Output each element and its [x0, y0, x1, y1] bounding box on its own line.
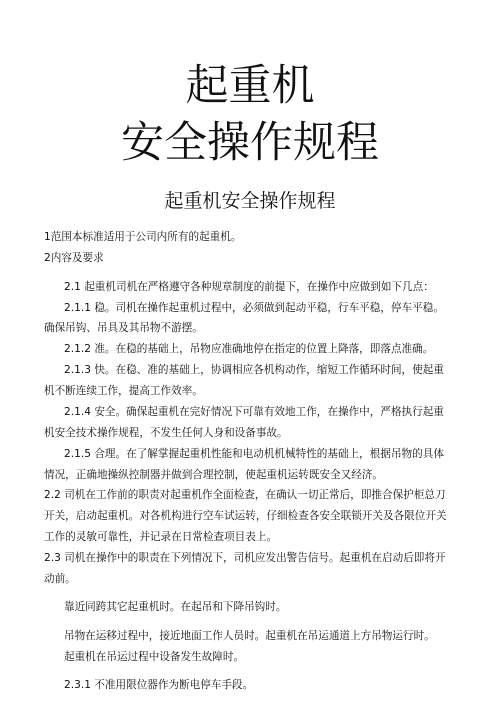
- paragraph-warning-3: 起重机在吊运过程中设备发生故障时。: [64, 651, 245, 663]
- paragraph-2-2-line-3: 工作的灵敏可靠性，并记录在日常检查项目表上。: [44, 531, 278, 543]
- paragraph-2-1-5-line-2: 情况，正确地操纵控制器并做到合理控制，使起重机运转既安全又经济。: [44, 469, 383, 481]
- paragraph-2-1-1-line-2: 确保吊钩、吊具及其吊物不游摆。: [44, 322, 203, 334]
- paragraph-2-1-1-line-1: 2.1.1 稳。司机在操作起重机过程中，必须做到起动平稳，行车平稳，停车平稳。: [64, 302, 444, 314]
- paragraph-2-3-1: 2.3.1 不准用限位器作为断电停车手段。: [64, 679, 254, 691]
- cover-title-line-2: 安全操作规程: [121, 118, 379, 168]
- cover-title-line-1: 起重机: [185, 61, 315, 111]
- paragraph-scope: 1范围本标准适用于公司内所有的起重机。: [44, 231, 242, 243]
- paragraph-2-3-line-1: 2.3 司机在操作中的职责在下列情况下，司机应发出警告信号。起重机在启动后即将开: [44, 552, 446, 564]
- paragraph-2-1: 2.1 起重机司机在严格遵守各种规章制度的前提下，在操作中应做到如下几点：: [64, 281, 434, 293]
- paragraph-2-1-2: 2.1.2 准。在稳的基础上，吊物应准确地停在指定的位置上降落，即落点准确。: [64, 343, 434, 355]
- paragraph-warning-2: 吊物在运移过程中，接近地面工作人员时。起重机在吊运通道上方吊物运行时。: [64, 630, 435, 642]
- paragraph-warning-1: 靠近同跨其它起重机时。在起吊和下降吊钩时。: [64, 601, 287, 613]
- paragraph-2-3-line-2: 动前。: [44, 573, 76, 585]
- paragraph-2-1-5-line-1: 2.1.5 合理。在了解掌握起重机性能和电动机机械特性的基础上，根据吊物的具体: [64, 448, 444, 460]
- paragraph-2-2-line-2: 开关，启动起重机。对各机构进行空车试运转，仔细检查各安全联锁开关及各限位开关: [44, 510, 447, 522]
- paragraph-2-2-line-1: 2.2 司机在工作前的职责对起重机作全面检查，在确认一切正常后，即推合保护柜总刀: [44, 489, 446, 501]
- paragraph-2-1-4-line-1: 2.1.4 安全。确保起重机在完好情况下可靠有效地工作，在操作中，严格执行起重: [64, 406, 444, 418]
- paragraph-2-1-3-line-1: 2.1.3 快。在稳、准的基础上，协调相应各机构动作，缩短工作循环时间，使起重: [64, 364, 444, 376]
- paragraph-content-heading: 2内容及要求: [44, 252, 104, 264]
- paragraph-2-1-3-line-2: 机不断连续工作，提高工作效率。: [44, 385, 203, 397]
- paragraph-2-1-4-line-2: 机安全技术操作规程，不发生任何人身和设备事故。: [44, 427, 288, 439]
- document-title: 起重机安全操作规程: [164, 190, 336, 212]
